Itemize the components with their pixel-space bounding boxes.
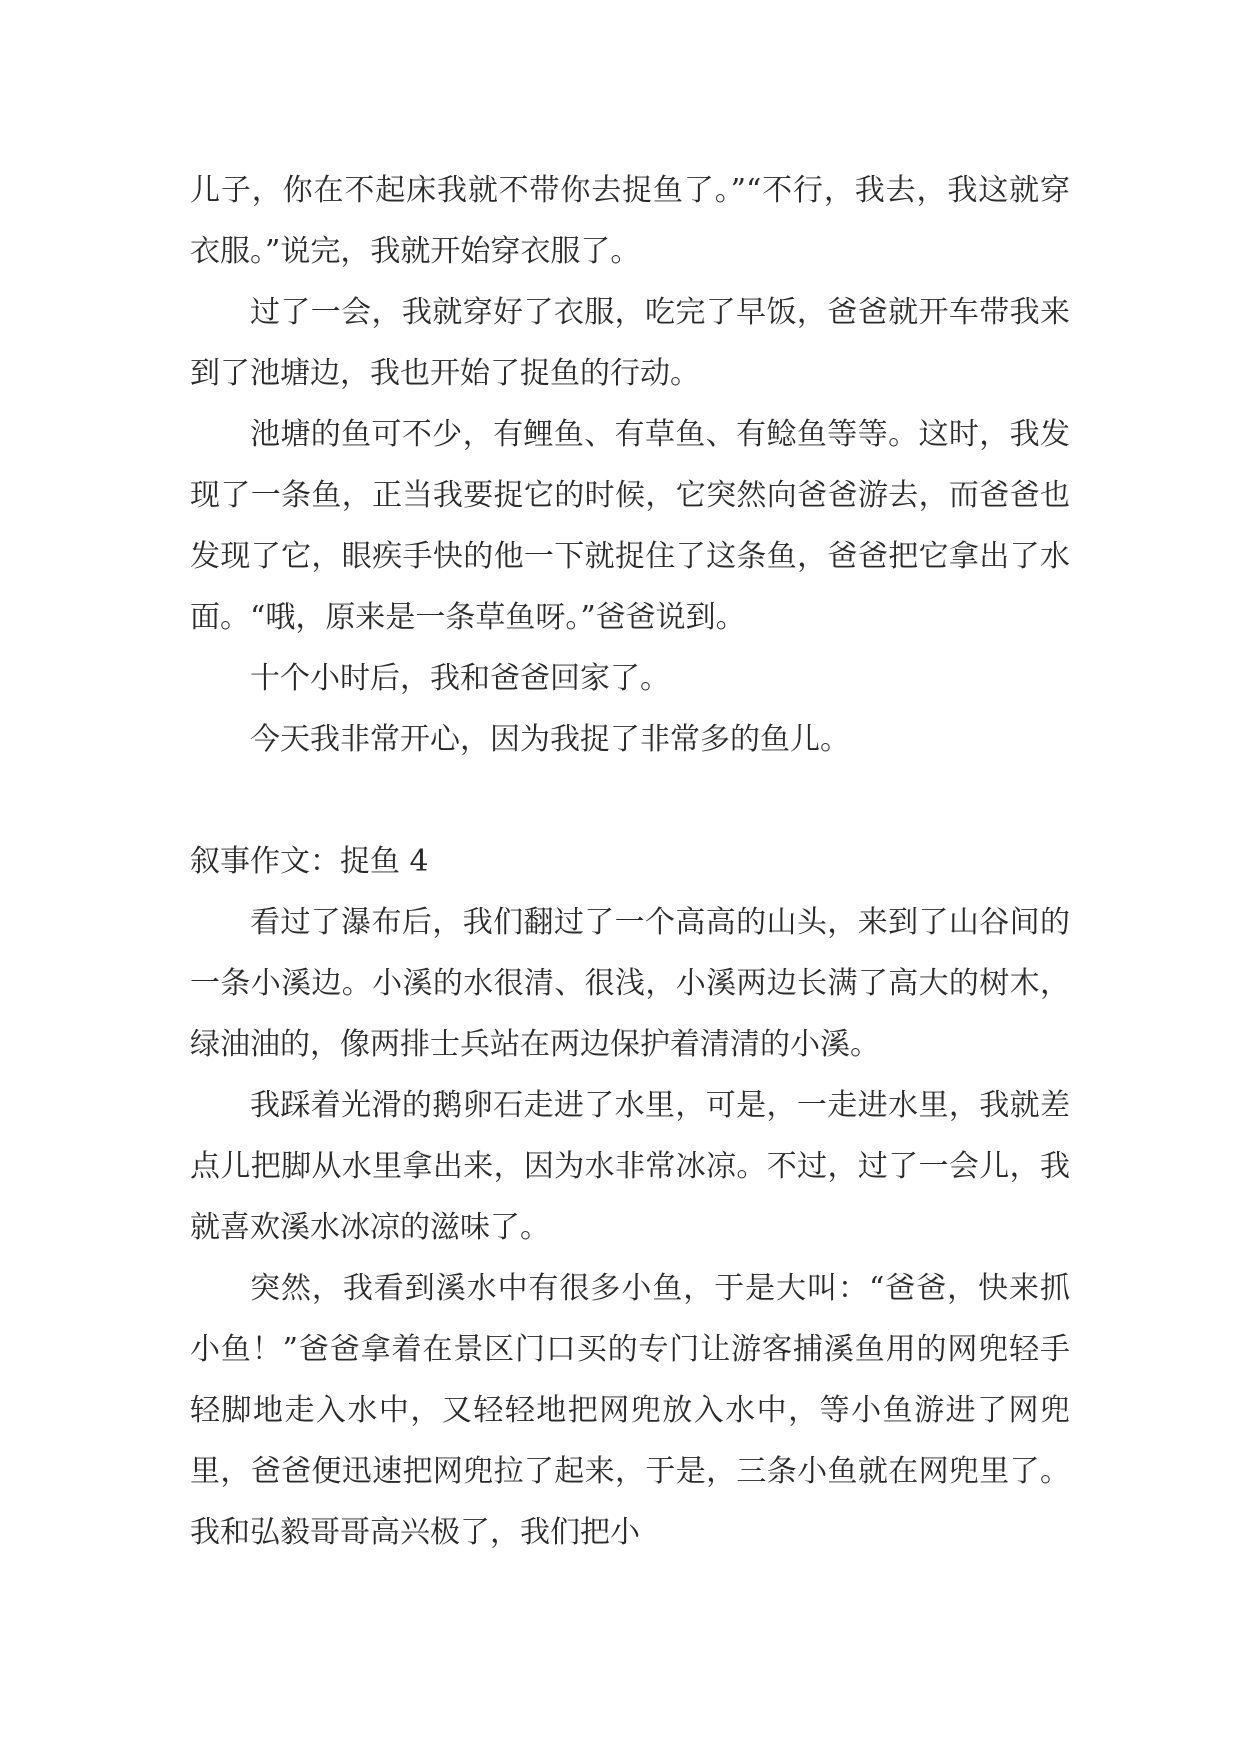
section-title: 叙事作文：捉鱼 4 [190,844,429,879]
paragraph: 我踩着光滑的鹅卵石走进了水里，可是，一走进水里，我就差点儿把脚从水里拿出来，因为水非常冰凉。不过，过了一会儿，我就喜欢溪水冰凉的滋味了。 [190,1088,1070,1245]
paragraph: 十个小时后，我和爸爸回家了。 [250,661,670,696]
paragraph: 池塘的鱼可不少，有鲤鱼、有草鱼、有鲶鱼等等。这时，我发现了一条鱼，正当我要捉它的时候，它突然向爸爸游去，而爸爸也发现了它，眼疾手快的他一下就捉住了这条鱼，爸爸把它拿出了水面。“哦，原来是一条草鱼呀。”爸爸说到。 [190,417,1070,635]
section-spacer [190,770,1070,831]
paragraph: 突然，我看到溪水中有很多小鱼，于是大叫：“爸爸，快来抓小鱼！”爸爸拿着在景区门口买的专门让游客捕溪鱼用的网兜轻手轻脚地走入水中，又轻轻地把网兜放入水中，等小鱼游进了网兜里，爸爸便迅速把网兜拉了起来，于是，三条小鱼就在网兜里了。我和弘毅哥哥高兴极了，我们把小 [190,1271,1070,1550]
paragraph: 看过了瀑布后，我们翻过了一个高高的山头，来到了山谷间的一条小溪边。小溪的水很清、很浅，小溪两边长满了高大的树木，绿油油的，像两排士兵站在两边保护着清清的小溪。 [190,905,1070,1062]
document-body [190,160,1070,1563]
paragraph: 过了一会，我就穿好了衣服，吃完了早饭，爸爸就开车带我来到了池塘边，我也开始了捉鱼的行动。 [190,295,1070,391]
paragraph: 今天我非常开心，因为我捉了非常多的鱼儿。 [250,722,850,757]
paragraph-continued: 儿子，你在不起床我就不带你去捉鱼了。”“不行，我去，我这就穿衣服。”说完，我就开始穿衣服了。 [190,173,1070,269]
